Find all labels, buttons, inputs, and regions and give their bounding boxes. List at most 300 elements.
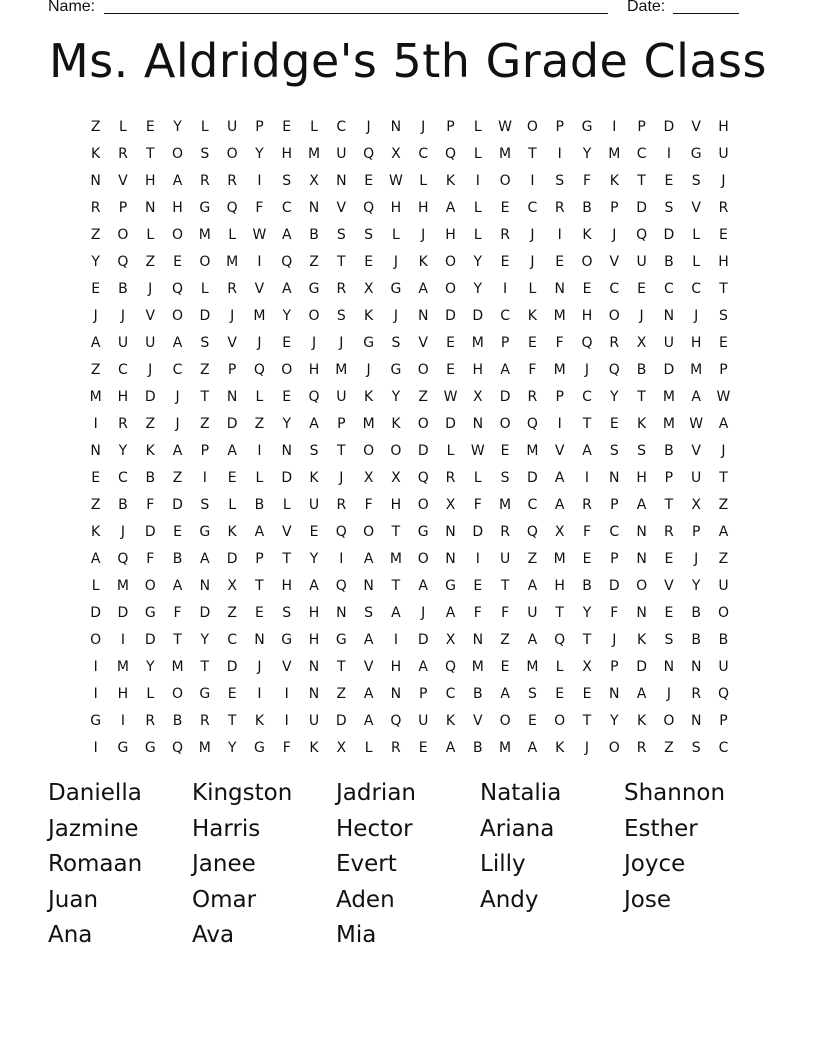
grid-letter: J	[584, 361, 590, 378]
grid-letter: N	[636, 604, 647, 621]
grid-letter: E	[637, 280, 647, 297]
grid-letter: W	[443, 388, 458, 405]
grid-letter: D	[417, 631, 429, 648]
grid-letter: V	[691, 199, 701, 216]
grid-letter: W	[388, 172, 403, 189]
grid-letter: A	[554, 469, 565, 486]
grid-letter: D	[527, 469, 538, 486]
grid-letter: Z	[200, 415, 210, 432]
grid-letter: I	[557, 145, 562, 162]
grid-letter: G	[445, 577, 456, 594]
grid-letter: Y	[582, 604, 592, 621]
grid-letter: L	[446, 442, 455, 459]
grid-letter: O	[281, 361, 293, 378]
grid-letter: L	[146, 226, 155, 243]
grid-letter: T	[528, 145, 537, 162]
grid-letter: A	[500, 361, 510, 378]
grid-letter: Z	[664, 739, 674, 756]
grid-letter: P	[500, 334, 510, 351]
grid-row	[82, 194, 737, 221]
grid-letter: J	[339, 334, 344, 351]
grid-letter: M	[307, 145, 321, 162]
grid-letter: F	[501, 604, 510, 621]
grid-letter: C	[718, 739, 729, 756]
grid-letter: F	[555, 334, 564, 351]
grid-letter: I	[257, 172, 262, 189]
grid-letter: D	[417, 442, 429, 459]
grid-letter: R	[691, 685, 702, 702]
grid-letter: A	[554, 496, 565, 513]
grid-letter: H	[390, 658, 402, 675]
grid-letter: Q	[554, 631, 566, 648]
grid-letter: E	[582, 550, 592, 567]
grid-letter: Y	[473, 280, 483, 297]
grid-letter: R	[145, 712, 156, 729]
grid-letter: G	[417, 523, 429, 540]
grid-letter: D	[445, 307, 456, 324]
grid-letter: J	[639, 307, 644, 324]
grid-letter: G	[281, 631, 293, 648]
grid-letter: J	[584, 739, 590, 756]
word-list-item: Hector	[336, 815, 413, 842]
grid-letter: J	[175, 388, 180, 405]
grid-letter: W	[716, 388, 731, 405]
grid-letter: N	[609, 469, 620, 486]
grid-letter: A	[227, 442, 237, 459]
grid-letter: N	[636, 523, 647, 540]
grid-letter: J	[612, 631, 617, 648]
grid-letter: K	[227, 523, 237, 540]
grid-letter: F	[364, 496, 373, 513]
grid-letter: T	[719, 280, 728, 297]
word-list-item: Mia	[336, 922, 377, 948]
grid-letter: F	[255, 199, 264, 216]
grid-letter: T	[255, 577, 264, 594]
grid-letter: U	[527, 604, 538, 621]
grid-letter: Q	[226, 199, 238, 216]
grid-letter: L	[555, 658, 564, 675]
grid-letter: I	[475, 172, 480, 189]
grid-letter: J	[339, 469, 344, 486]
grid-letter: J	[694, 307, 699, 324]
grid-letter: Z	[336, 685, 347, 702]
grid-letter: J	[421, 604, 426, 621]
grid-letter: L	[200, 118, 209, 135]
grid-letter: X	[227, 577, 237, 594]
grid-letter: F	[610, 604, 619, 621]
grid-letter: M	[171, 658, 184, 675]
grid-letter: H	[308, 361, 320, 378]
grid-letter: O	[417, 496, 429, 513]
grid-letter: I	[257, 253, 262, 270]
grid-letter: H	[581, 307, 593, 324]
grid-letter: O	[390, 442, 402, 459]
grid-letter: V	[118, 172, 128, 189]
grid-letter: A	[200, 550, 210, 567]
grid-letter: U	[718, 577, 729, 594]
name-label: Name:	[48, 0, 96, 15]
grid-letter: P	[555, 118, 564, 135]
grid-letter: A	[172, 334, 183, 351]
grid-letter: R	[391, 739, 401, 756]
grid-letter: Y	[691, 577, 701, 594]
grid-letter: R	[718, 199, 729, 216]
grid-letter: H	[281, 577, 292, 594]
grid-letter: A	[172, 172, 183, 189]
grid-letter: L	[310, 118, 318, 135]
name-blank[interactable]	[104, 13, 608, 14]
grid-letter: A	[527, 577, 538, 594]
grid-letter: A	[172, 577, 183, 594]
grid-letter: R	[199, 172, 210, 189]
grid-letter: Y	[118, 442, 128, 459]
grid-letter: E	[282, 334, 292, 351]
grid-letter: A	[636, 496, 647, 513]
grid-letter: U	[636, 253, 647, 270]
grid-letter: G	[199, 523, 211, 540]
grid-letter: I	[339, 550, 344, 567]
grid-letter: L	[692, 226, 701, 243]
grid-letter: H	[390, 199, 402, 216]
grid-letter: K	[636, 415, 647, 432]
grid-letter: Q	[363, 145, 375, 162]
grid-letter: M	[198, 739, 211, 756]
grid-letter: O	[581, 253, 593, 270]
grid-letter: L	[473, 226, 482, 243]
word-list-item: Andy	[480, 886, 539, 913]
grid-letter: N	[390, 685, 402, 702]
grid-letter: C	[281, 199, 292, 216]
grid-letter: N	[90, 172, 101, 189]
grid-letter: S	[200, 496, 210, 513]
grid-letter: Q	[444, 145, 457, 162]
grid-letter: I	[612, 118, 617, 135]
grid-row	[82, 221, 737, 248]
grid-letter: A	[363, 550, 374, 567]
grid-letter: P	[637, 118, 646, 135]
grid-letter: Q	[172, 739, 184, 756]
grid-letter: G	[581, 118, 593, 135]
grid-letter: K	[418, 253, 428, 270]
grid-letter: N	[308, 199, 320, 216]
grid-letter: Y	[227, 739, 237, 756]
word-list-item: Juan	[48, 886, 99, 913]
grid-letter: L	[419, 172, 428, 189]
date-blank[interactable]	[673, 13, 739, 14]
grid-letter: M	[690, 361, 703, 378]
grid-letter: P	[255, 118, 264, 135]
grid-letter: T	[637, 172, 646, 189]
grid-letter: O	[417, 415, 429, 432]
grid-letter: P	[664, 469, 674, 486]
grid-letter: U	[145, 334, 156, 351]
grid-letter: X	[336, 739, 347, 756]
grid-letter: P	[337, 415, 346, 432]
grid-letter: A	[363, 631, 374, 648]
grid-letter: D	[226, 550, 238, 567]
grid-letter: T	[282, 550, 291, 567]
grid-letter: V	[281, 523, 292, 540]
grid-letter: F	[582, 523, 592, 540]
grid-letter: Z	[718, 496, 729, 513]
grid-letter: A	[309, 415, 319, 432]
grid-letter: U	[718, 145, 729, 162]
grid-letter: K	[527, 307, 537, 324]
grid-letter: T	[500, 577, 510, 594]
grid-letter: Y	[473, 253, 483, 270]
grid-letter: D	[636, 199, 647, 216]
grid-letter: X	[636, 334, 647, 351]
grid-letter: C	[636, 145, 647, 162]
grid-letter: X	[473, 388, 483, 405]
grid-letter: T	[337, 253, 346, 270]
grid-letter: O	[117, 226, 129, 243]
grid-letter: O	[608, 739, 620, 756]
grid-letter: S	[391, 334, 401, 351]
word-list-item: Evert	[336, 851, 397, 877]
grid-letter: A	[718, 523, 729, 540]
grid-letter: Z	[309, 253, 319, 270]
grid-letter: L	[228, 496, 237, 513]
grid-letter: D	[90, 604, 102, 621]
grid-row	[82, 275, 737, 302]
grid-letter: Y	[200, 631, 210, 648]
grid-letter: S	[637, 442, 647, 459]
page-title: Ms. Aldridge's 5th Grade Class	[49, 34, 767, 88]
grid-letter: H	[117, 388, 129, 405]
grid-letter: N	[145, 199, 156, 216]
grid-letter: N	[445, 550, 456, 567]
grid-letter: B	[145, 469, 156, 486]
grid-letter: N	[308, 685, 320, 702]
grid-letter: Z	[254, 415, 265, 432]
word-list	[48, 780, 768, 958]
grid-row	[82, 437, 737, 464]
grid-letter: S	[527, 685, 537, 702]
grid-letter: R	[90, 199, 101, 216]
grid-row	[82, 140, 737, 167]
grid-letter: G	[144, 739, 156, 756]
grid-row	[82, 491, 737, 518]
grid-letter: J	[421, 226, 426, 243]
grid-letter: J	[366, 361, 371, 378]
grid-letter: P	[418, 685, 428, 702]
word-list-item: Shannon	[624, 780, 726, 806]
grid-letter: A	[90, 334, 101, 351]
grid-letter: H	[308, 631, 320, 648]
grid-letter: A	[281, 280, 292, 297]
grid-letter: P	[555, 388, 564, 405]
grid-letter: B	[636, 361, 647, 378]
grid-letter: B	[582, 199, 592, 216]
grid-letter: E	[227, 685, 237, 702]
grid-letter: D	[281, 469, 293, 486]
word-list-item: Harris	[192, 815, 261, 842]
grid-letter: Q	[335, 523, 347, 540]
grid-letter: E	[527, 712, 537, 729]
grid-letter: R	[118, 415, 128, 432]
grid-letter: V	[664, 577, 674, 594]
grid-letter: D	[144, 388, 156, 405]
grid-letter: B	[691, 604, 701, 621]
grid-letter: V	[418, 334, 428, 351]
grid-letter: G	[363, 334, 375, 351]
grid-letter: V	[254, 280, 265, 297]
grid-letter: S	[555, 172, 565, 189]
grid-letter: Q	[253, 361, 265, 378]
grid-letter: W	[470, 442, 485, 459]
grid-letter: G	[690, 145, 702, 162]
grid-letter: B	[664, 253, 674, 270]
grid-letter: D	[117, 604, 129, 621]
grid-letter: W	[498, 118, 513, 135]
grid-letter: U	[227, 118, 238, 135]
grid-letter: L	[473, 145, 482, 162]
grid-letter: Z	[172, 469, 183, 486]
grid-letter: F	[282, 739, 291, 756]
grid-letter: Q	[335, 577, 347, 594]
grid-letter: E	[446, 334, 455, 351]
grid-letter: E	[282, 388, 292, 405]
grid-letter: B	[473, 685, 483, 702]
grid-letter: N	[445, 523, 456, 540]
grid-letter: I	[557, 415, 562, 432]
grid-letter: E	[418, 739, 428, 756]
word-list-item: Daniella	[48, 780, 142, 806]
grid-letter: H	[172, 199, 183, 216]
word-list-item: Janee	[192, 851, 256, 877]
grid-letter: M	[499, 739, 512, 756]
grid-letter: B	[718, 631, 729, 648]
grid-letter: K	[391, 415, 401, 432]
grid-letter: R	[227, 172, 237, 189]
grid-letter: F	[582, 172, 592, 189]
grid-letter: M	[553, 361, 566, 378]
grid-letter: B	[691, 631, 701, 648]
grid-letter: K	[91, 145, 101, 162]
grid-letter: I	[393, 631, 398, 648]
grid-letter: L	[282, 496, 291, 513]
grid-letter: E	[555, 253, 565, 270]
grid-letter: E	[309, 523, 319, 540]
grid-row	[82, 383, 737, 410]
grid-letter: B	[172, 550, 183, 567]
grid-letter: H	[117, 685, 129, 702]
word-list-item: Lilly	[480, 851, 526, 877]
grid-letter: P	[719, 361, 728, 378]
grid-letter: D	[608, 577, 620, 594]
grid-letter: Z	[527, 550, 538, 567]
grid-letter: D	[144, 523, 156, 540]
grid-letter: B	[172, 712, 183, 729]
grid-letter: Q	[526, 415, 538, 432]
grid-letter: J	[393, 307, 398, 324]
grid-letter: R	[118, 145, 128, 162]
grid-letter: H	[390, 496, 402, 513]
grid-letter: H	[308, 604, 320, 621]
grid-letter: V	[145, 307, 156, 324]
grid-letter: T	[582, 415, 592, 432]
grid-letter: X	[445, 496, 456, 513]
grid-letter: R	[609, 334, 620, 351]
grid-row	[82, 248, 737, 275]
grid-letter: F	[173, 604, 182, 621]
grid-letter: I	[93, 415, 98, 432]
grid-letter: A	[254, 523, 265, 540]
grid-letter: Y	[255, 145, 264, 162]
grid-letter: S	[364, 226, 374, 243]
grid-letter: O	[608, 307, 620, 324]
grid-letter: J	[257, 658, 262, 675]
grid-letter: T	[200, 658, 210, 675]
grid-letter: Z	[200, 361, 210, 378]
grid-letter: D	[636, 658, 647, 675]
grid-letter: B	[664, 442, 674, 459]
grid-letter: H	[718, 253, 729, 270]
grid-row	[82, 707, 737, 734]
grid-letter: O	[554, 712, 566, 729]
grid-row	[82, 680, 737, 707]
grid-row	[82, 734, 737, 761]
grid-letter: M	[471, 334, 484, 351]
grid-letter: V	[691, 118, 701, 135]
grid-letter: K	[91, 523, 101, 540]
grid-letter: K	[582, 226, 592, 243]
grid-letter: O	[172, 685, 184, 702]
grid-row	[82, 410, 737, 437]
grid-letter: N	[199, 577, 211, 594]
grid-letter: Q	[526, 523, 538, 540]
grid-letter: L	[528, 280, 537, 297]
grid-letter: K	[145, 442, 155, 459]
grid-letter: A	[418, 658, 428, 675]
grid-letter: C	[227, 631, 238, 648]
word-list-item: Jadrian	[336, 780, 416, 806]
grid-letter: S	[282, 172, 292, 189]
grid-letter: M	[553, 307, 566, 324]
word-list-item: Natalia	[480, 780, 562, 806]
grid-letter: Z	[227, 604, 237, 621]
grid-letter: B	[473, 739, 483, 756]
grid-letter: N	[281, 442, 292, 459]
grid-letter: O	[144, 577, 156, 594]
grid-letter: E	[582, 685, 592, 702]
grid-letter: B	[118, 496, 128, 513]
grid-letter: E	[664, 604, 674, 621]
grid-row	[82, 653, 737, 680]
grid-letter: N	[363, 577, 374, 594]
grid-letter: Y	[582, 145, 592, 162]
grid-letter: L	[255, 469, 264, 486]
grid-letter: C	[691, 280, 702, 297]
word-list-item: Joyce	[624, 851, 686, 877]
grid-letter: Y	[91, 253, 100, 270]
grid-letter: R	[336, 496, 347, 513]
grid-letter: N	[226, 388, 238, 405]
grid-letter: N	[472, 631, 484, 648]
grid-letter: D	[472, 307, 484, 324]
grid-letter: S	[691, 739, 701, 756]
grid-letter: O	[717, 604, 729, 621]
grid-letter: L	[392, 226, 400, 243]
grid-letter: C	[609, 523, 620, 540]
grid-letter: X	[554, 523, 565, 540]
grid-letter: L	[200, 280, 209, 297]
grid-letter: N	[554, 280, 565, 297]
grid-letter: B	[582, 577, 592, 594]
grid-letter: M	[608, 145, 621, 162]
grid-letter: O	[444, 280, 457, 297]
